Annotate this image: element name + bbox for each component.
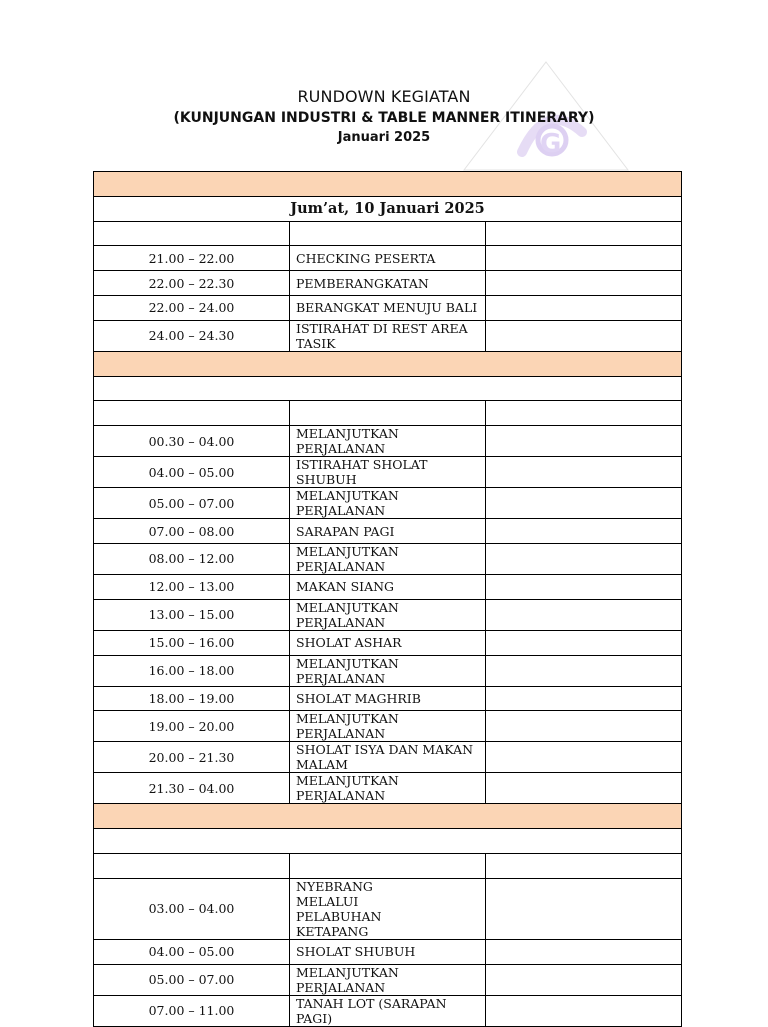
note-cell bbox=[486, 519, 682, 544]
time-cell: 04.00 – 05.00 bbox=[94, 457, 290, 488]
activity-cell: MELANJUTKAN PERJALANAN bbox=[290, 426, 486, 457]
document-period: Januari 2025 bbox=[337, 130, 431, 145]
schedule-row bbox=[94, 630, 682, 655]
note-cell bbox=[486, 574, 682, 599]
schedule-row bbox=[94, 457, 682, 488]
time-cell: 05.00 – 07.00 bbox=[94, 488, 290, 519]
time-cell: 22.00 – 22.30 bbox=[94, 271, 290, 296]
watermark-glyph: G bbox=[540, 129, 562, 159]
note-cell bbox=[486, 488, 682, 519]
schedule-row bbox=[94, 711, 682, 742]
time-cell: 24.00 – 24.30 bbox=[94, 320, 290, 351]
blank-header-row bbox=[94, 401, 682, 426]
note-cell bbox=[486, 630, 682, 655]
time-cell: 15.00 – 16.00 bbox=[94, 630, 290, 655]
document-header bbox=[0, 86, 768, 148]
activity-cell: MELANJUTKAN PERJALANAN bbox=[290, 964, 486, 995]
day-date-cell: Jum’at, 10 Januari 2025 bbox=[94, 196, 682, 221]
document-subtitle: (KUNJUNGAN INDUSTRI & TABLE MANNER ITINERARY) bbox=[173, 110, 595, 126]
note-cell bbox=[486, 457, 682, 488]
schedule-row bbox=[94, 939, 682, 964]
day-band-row bbox=[94, 351, 682, 376]
activity-cell: CHECKING PESERTA bbox=[290, 246, 486, 271]
schedule-row bbox=[94, 995, 682, 1026]
activity-cell: MELANJUTKAN PERJALANAN bbox=[290, 773, 486, 804]
note-cell bbox=[486, 271, 682, 296]
note-cell bbox=[486, 599, 682, 630]
time-cell: 13.00 – 15.00 bbox=[94, 599, 290, 630]
time-cell: 18.00 – 19.00 bbox=[94, 686, 290, 711]
day-band-row bbox=[94, 804, 682, 829]
document-title: RUNDOWN KEGIATAN bbox=[297, 87, 471, 106]
activity-cell: MELANJUTKAN PERJALANAN bbox=[290, 543, 486, 574]
note-cell bbox=[486, 711, 682, 742]
schedule-row bbox=[94, 655, 682, 686]
schedule-row bbox=[94, 543, 682, 574]
time-cell: 12.00 – 13.00 bbox=[94, 574, 290, 599]
schedule-row bbox=[94, 246, 682, 271]
schedule-row bbox=[94, 488, 682, 519]
schedule-row bbox=[94, 295, 682, 320]
schedule-row bbox=[94, 320, 682, 351]
note-cell bbox=[486, 995, 682, 1026]
day-date-row bbox=[94, 196, 682, 221]
day-date-cell bbox=[94, 376, 682, 401]
time-cell: 21.30 – 04.00 bbox=[94, 773, 290, 804]
blank-header-row bbox=[94, 221, 682, 246]
activity-cell: ISTIRAHAT DI REST AREA TASIK bbox=[290, 320, 486, 351]
note-cell bbox=[486, 246, 682, 271]
note-cell bbox=[486, 686, 682, 711]
note-cell bbox=[486, 773, 682, 804]
activity-cell: MAKAN SIANG bbox=[290, 574, 486, 599]
note-cell bbox=[486, 295, 682, 320]
activity-cell: PEMBERANGKATAN bbox=[290, 271, 486, 296]
time-cell: 00.30 – 04.00 bbox=[94, 426, 290, 457]
time-cell: 16.00 – 18.00 bbox=[94, 655, 290, 686]
note-cell bbox=[486, 655, 682, 686]
activity-cell: SHOLAT ISYA DAN MAKAN MALAM bbox=[290, 742, 486, 773]
schedule-row bbox=[94, 426, 682, 457]
day-band-row bbox=[94, 172, 682, 197]
time-cell: 04.00 – 05.00 bbox=[94, 939, 290, 964]
activity-cell: ISTIRAHAT SHOLAT SHUBUH bbox=[290, 457, 486, 488]
schedule-row bbox=[94, 271, 682, 296]
day-date-cell bbox=[94, 829, 682, 854]
activity-cell: MELANJUTKAN PERJALANAN bbox=[290, 599, 486, 630]
schedule-row bbox=[94, 686, 682, 711]
activity-cell: NYEBRANG MELALUI PELABUHAN KETAPANG bbox=[290, 878, 486, 939]
rundown-table-body bbox=[94, 172, 682, 1027]
schedule-row bbox=[94, 599, 682, 630]
activity-cell: SHOLAT MAGHRIB bbox=[290, 686, 486, 711]
activity-cell: BERANGKAT MENUJU BALI bbox=[290, 295, 486, 320]
note-cell bbox=[486, 742, 682, 773]
note-cell bbox=[486, 939, 682, 964]
day-band-cell bbox=[94, 804, 682, 829]
blank-header-row bbox=[94, 853, 682, 878]
note-cell bbox=[486, 426, 682, 457]
activity-cell: MELANJUTKAN PERJALANAN bbox=[290, 655, 486, 686]
time-cell: 07.00 – 08.00 bbox=[94, 519, 290, 544]
activity-cell: SHOLAT ASHAR bbox=[290, 630, 486, 655]
time-cell: 08.00 – 12.00 bbox=[94, 543, 290, 574]
schedule-row bbox=[94, 519, 682, 544]
time-cell: 05.00 – 07.00 bbox=[94, 964, 290, 995]
time-cell: 21.00 – 22.00 bbox=[94, 246, 290, 271]
activity-cell: SARAPAN PAGI bbox=[290, 519, 486, 544]
activity-cell: TANAH LOT (SARAPAN PAGI) bbox=[290, 995, 486, 1026]
rundown-table bbox=[93, 171, 682, 1027]
day-date-row bbox=[94, 829, 682, 854]
activity-cell: SHOLAT SHUBUH bbox=[290, 939, 486, 964]
time-cell: 03.00 – 04.00 bbox=[94, 878, 290, 939]
time-cell: 22.00 – 24.00 bbox=[94, 295, 290, 320]
note-cell bbox=[486, 543, 682, 574]
schedule-row bbox=[94, 574, 682, 599]
note-cell bbox=[486, 878, 682, 939]
note-cell bbox=[486, 964, 682, 995]
activity-cell: MELANJUTKAN PERJALANAN bbox=[290, 711, 486, 742]
day-band-cell bbox=[94, 351, 682, 376]
note-cell bbox=[486, 320, 682, 351]
schedule-row bbox=[94, 964, 682, 995]
activity-cell: MELANJUTKAN PERJALANAN bbox=[290, 488, 486, 519]
day-date-row bbox=[94, 376, 682, 401]
schedule-row bbox=[94, 742, 682, 773]
schedule-row bbox=[94, 878, 682, 939]
schedule-row bbox=[94, 773, 682, 804]
time-cell: 19.00 – 20.00 bbox=[94, 711, 290, 742]
time-cell: 20.00 – 21.30 bbox=[94, 742, 290, 773]
time-cell: 07.00 – 11.00 bbox=[94, 995, 290, 1026]
day-band-cell bbox=[94, 172, 682, 197]
